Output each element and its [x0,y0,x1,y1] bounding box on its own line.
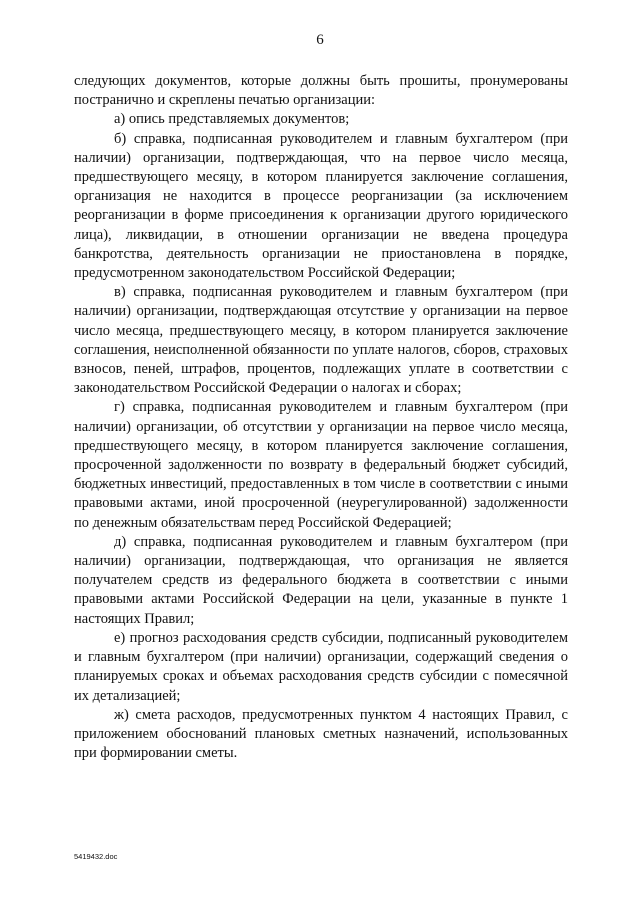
page-number: 6 [316,32,324,48]
paragraph-item-v: в) справка, подписанная руководителем и главным бухгалтером (при наличии) организации, подтверждающая отсутствие у организации на первое число месяца, предшествующего месяцу, в котором планируется заключение соглашения, неисполненной обязанности по уплате налогов, сборов, страховых взносов, пеней, штрафов, процентов, подлежащих уплате в соответствии с законодательством Российской Федерации о налогах и сборах; [74,284,568,397]
paragraph-item-zh: ж) смета расходов, предусмотренных пунктом 4 настоящих Правил, с приложением обоснований плановых сметных назначений, использованных при формировании сметы. [74,706,568,762]
paragraph-item-d: д) справка, подписанная руководителем и главным бухгалтером (при наличии) организации, подтверждающая, что организация не является получателем средств из федерального бюджета в соответствии с иными правовыми актами Российской Федерации на цели, указанные в пункте 1 настоящих Правил; [74,533,568,627]
paragraph-item-a: а) опись представляемых документов; [114,111,350,128]
paragraph-continuation: следующих документов, которые должны быть прошиты, пронумерованы постранично и скреплены печатью организации: [74,73,568,109]
document-body [74,72,568,763]
paragraph-item-b: б) справка, подписанная руководителем и главным бухгалтером (при наличии) организации, подтверждающая, что на первое число месяца, предшествующего месяцу, в котором планируется заключение соглашения, организация не находится в процессе реорганизации (за исключением реорганизации в форме присоединения к организации другого юридического лица), ликвидации, в отношении организации не введена процедура банкротства, деятельность организации не приостановлена в порядке, предусмотренном законодательством Российской Федерации; [74,130,568,282]
file-name-footer: 5419432.doc [74,852,118,861]
paragraph-item-e: е) прогноз расходования средств субсидии, подписанный руководителем и главным бухгалтером (при наличии) организации, содержащий сведения о планируемых сроках и объемах расходования средств субсидии с помесячной их детализацией; [74,629,568,704]
paragraph-item-g: г) справка, подписанная руководителем и главным бухгалтером (при наличии) организации, об отсутствии у организации на первое число месяца, предшествующего месяцу, в котором планируется заключение соглашения, просроченной задолженности по возврату в федеральный бюджет субсидий, бюджетных инвестиций, предоставленных в том числе в соответствии с иными правовыми актами, иной просроченной (неурегулированной) задолженности по денежным обязательствам перед Российской Федерацией; [74,399,568,531]
